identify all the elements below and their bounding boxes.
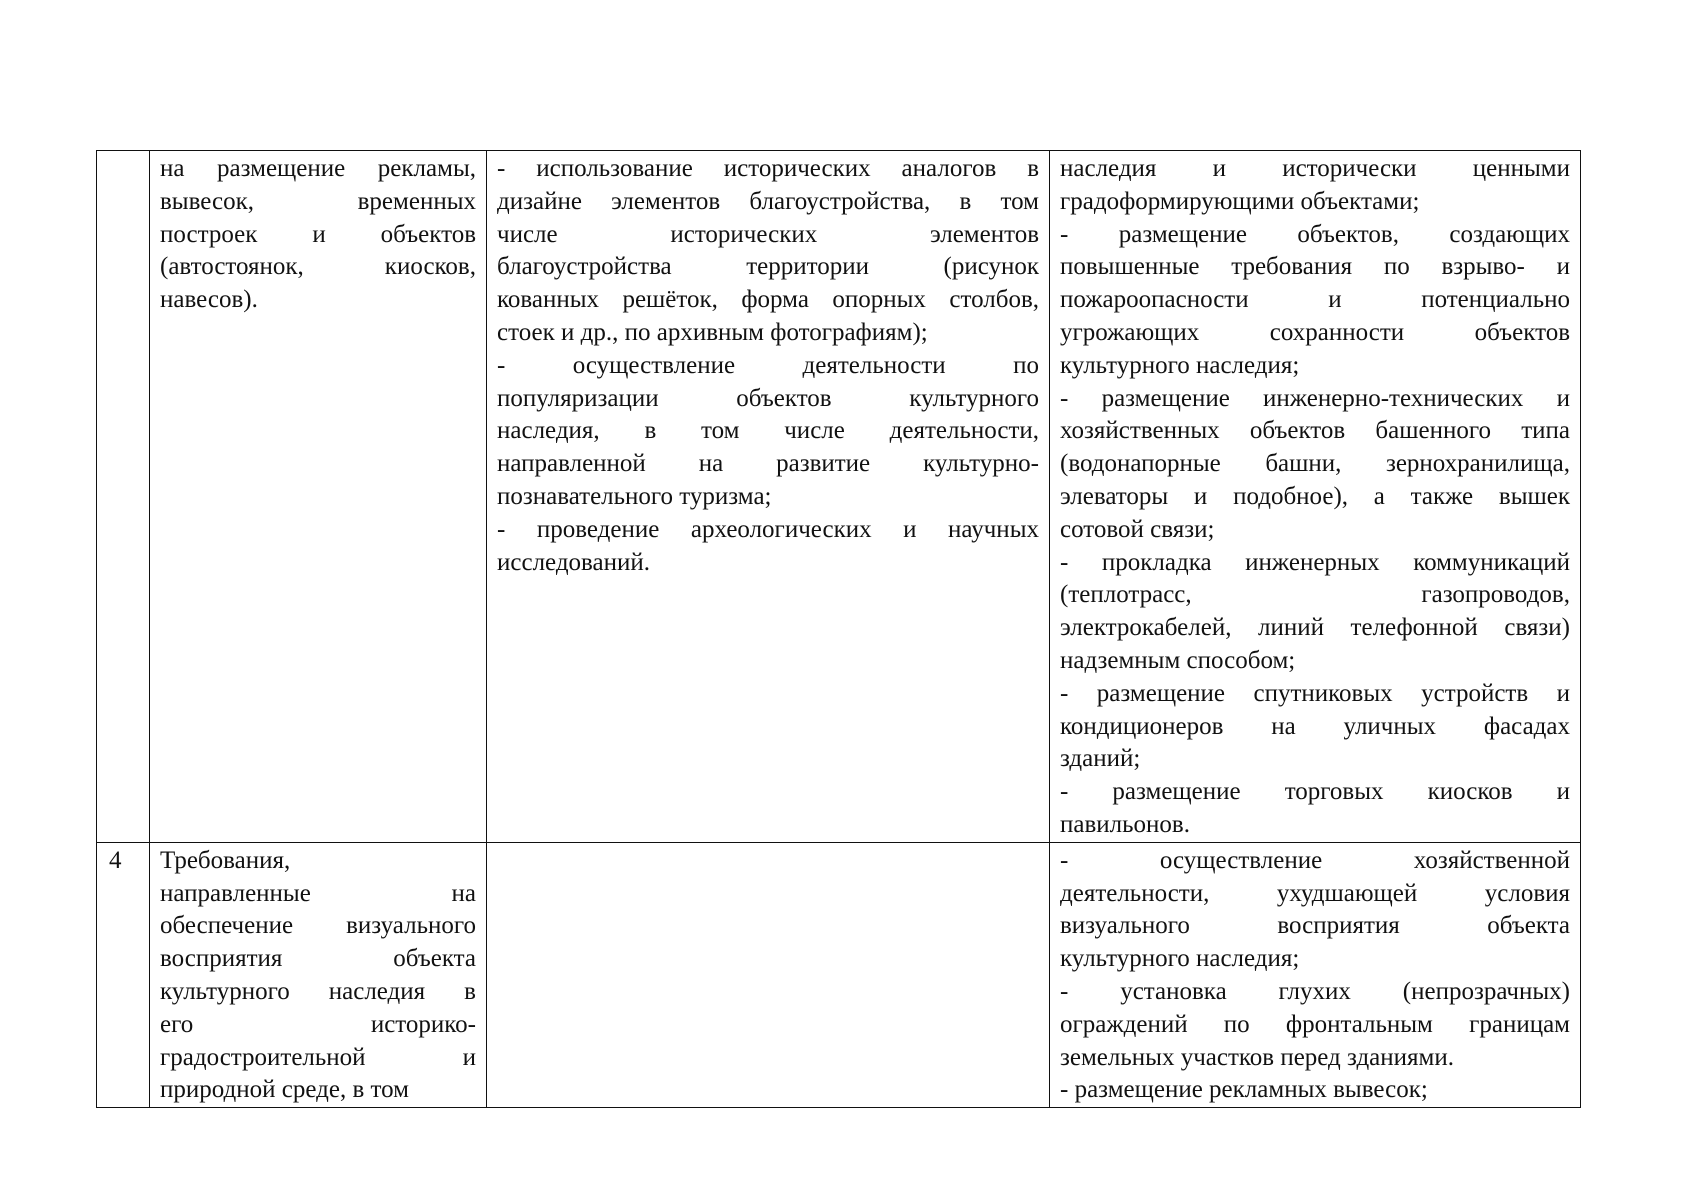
cell-text-line: познавательного туризма; — [497, 482, 772, 510]
requirement-cell — [150, 151, 487, 843]
cell-text-line: - проведение археологических и научных — [497, 515, 1039, 543]
cell-text-line: - осуществление деятельности по — [497, 351, 1039, 379]
cell-text-line: ограждений по фронтальным границам — [1060, 1010, 1570, 1038]
cell-text-line: градостроительной и — [160, 1043, 476, 1071]
cell-text-line: наследия, в том числе деятельности, — [497, 417, 1039, 445]
cell-text-line: Требования, — [160, 846, 291, 874]
permitted-cell — [487, 842, 1050, 1107]
cell-text-line: навесов). — [160, 286, 258, 314]
permitted-cell — [487, 151, 1050, 843]
cell-text-line: благоустройства территории (рисунок — [497, 253, 1039, 281]
prohibited-cell — [1050, 151, 1581, 843]
cell-text-line: (водонапорные башни, зернохранилища, — [1060, 450, 1570, 478]
prohibited-text — [1060, 845, 1570, 1107]
cell-text-line: (автостоянок, киосков, — [160, 253, 476, 281]
cell-text-line: культурного наследия в — [160, 977, 476, 1005]
cell-text-line: его историко- — [160, 1010, 476, 1038]
cell-text-line: направленные на — [160, 879, 476, 907]
cell-text-line: построек и объектов — [160, 220, 476, 248]
cell-text-line: павильонов. — [1060, 810, 1190, 838]
cell-text-line: - осуществление хозяйственной — [1060, 846, 1570, 874]
cell-text-line: сотовой связи; — [1060, 515, 1215, 543]
cell-text-line: восприятия объекта — [160, 945, 476, 973]
cell-text-line: элеваторы и подобное), а также вышек — [1060, 482, 1570, 510]
cell-text-line: электрокабелей, линий телефонной связи) — [1060, 614, 1570, 642]
cell-text-line: - размещение торговых киосков и — [1060, 778, 1570, 806]
cell-text-line: природной среде, в том — [160, 1076, 409, 1104]
prohibited-cell — [1050, 842, 1581, 1107]
regulations-table — [96, 150, 1581, 1108]
cell-text-line: культурного наследия; — [1060, 945, 1300, 973]
cell-text-line: угрожающих сохранности объектов — [1060, 318, 1570, 346]
requirement-text — [160, 153, 476, 317]
cell-text-line: направленной на развитие культурно- — [497, 450, 1039, 478]
cell-text-line: визуального восприятия объекта — [1060, 912, 1570, 940]
cell-text-line: кондиционеров на уличных фасадах — [1060, 712, 1570, 740]
requirement-text — [160, 845, 476, 1107]
cell-text-line: дизайне элементов благоустройства, в том — [497, 187, 1039, 215]
cell-text-line: зданий; — [1060, 745, 1141, 773]
cell-text-line: наследия и исторически ценными — [1060, 155, 1570, 182]
cell-text-line: - размещение спутниковых устройств и — [1060, 679, 1570, 707]
cell-text-line: - размещение рекламных вывесок; — [1060, 1076, 1428, 1104]
cell-text-line: - размещение объектов, создающих — [1060, 220, 1570, 248]
cell-text-line: - размещение инженерно-технических и — [1060, 384, 1570, 412]
row-number-cell — [97, 842, 150, 1107]
cell-text-line: числе исторических элементов — [497, 220, 1039, 248]
cell-text-line: популяризации объектов культурного — [497, 384, 1039, 412]
cell-text-line: культурного наследия; — [1060, 351, 1300, 379]
cell-text-line: (теплотрасс, газопроводов, — [1060, 581, 1570, 609]
cell-text-line: исследований. — [497, 548, 650, 576]
cell-text-line: деятельности, ухудшающей условия — [1060, 879, 1570, 907]
requirement-cell — [150, 842, 487, 1107]
cell-text-line: пожароопасности и потенциально — [1060, 286, 1570, 314]
cell-text-line: обеспечение визуального — [160, 912, 476, 940]
cell-text-line: - использование исторических аналогов в — [497, 155, 1039, 182]
cell-text-line: надземным способом; — [1060, 646, 1296, 674]
row-number: 4 — [109, 846, 122, 874]
cell-text-line: - установка глухих (непрозрачных) — [1060, 977, 1570, 1005]
cell-text-line: повышенные требования по взрыво- и — [1060, 253, 1570, 281]
table-row-continued — [97, 151, 1581, 843]
prohibited-text — [1060, 153, 1570, 842]
cell-text-line: - прокладка инженерных коммуникаций — [1060, 548, 1570, 576]
row-number-cell — [97, 151, 150, 843]
table-row-4 — [97, 842, 1581, 1107]
cell-text-line: вывесок, временных — [160, 187, 476, 215]
permitted-text — [497, 153, 1039, 579]
cell-text-line: земельных участков перед зданиями. — [1060, 1043, 1454, 1071]
cell-text-line: хозяйственных объектов башенного типа — [1060, 417, 1570, 445]
cell-text-line: на размещение рекламы, — [160, 155, 476, 182]
cell-text-line: стоек и др., по архивным фотографиям); — [497, 318, 928, 346]
cell-text-line: кованных решёток, форма опорных столбов, — [497, 286, 1039, 314]
cell-text-line: градоформирующими объектами; — [1060, 187, 1420, 215]
